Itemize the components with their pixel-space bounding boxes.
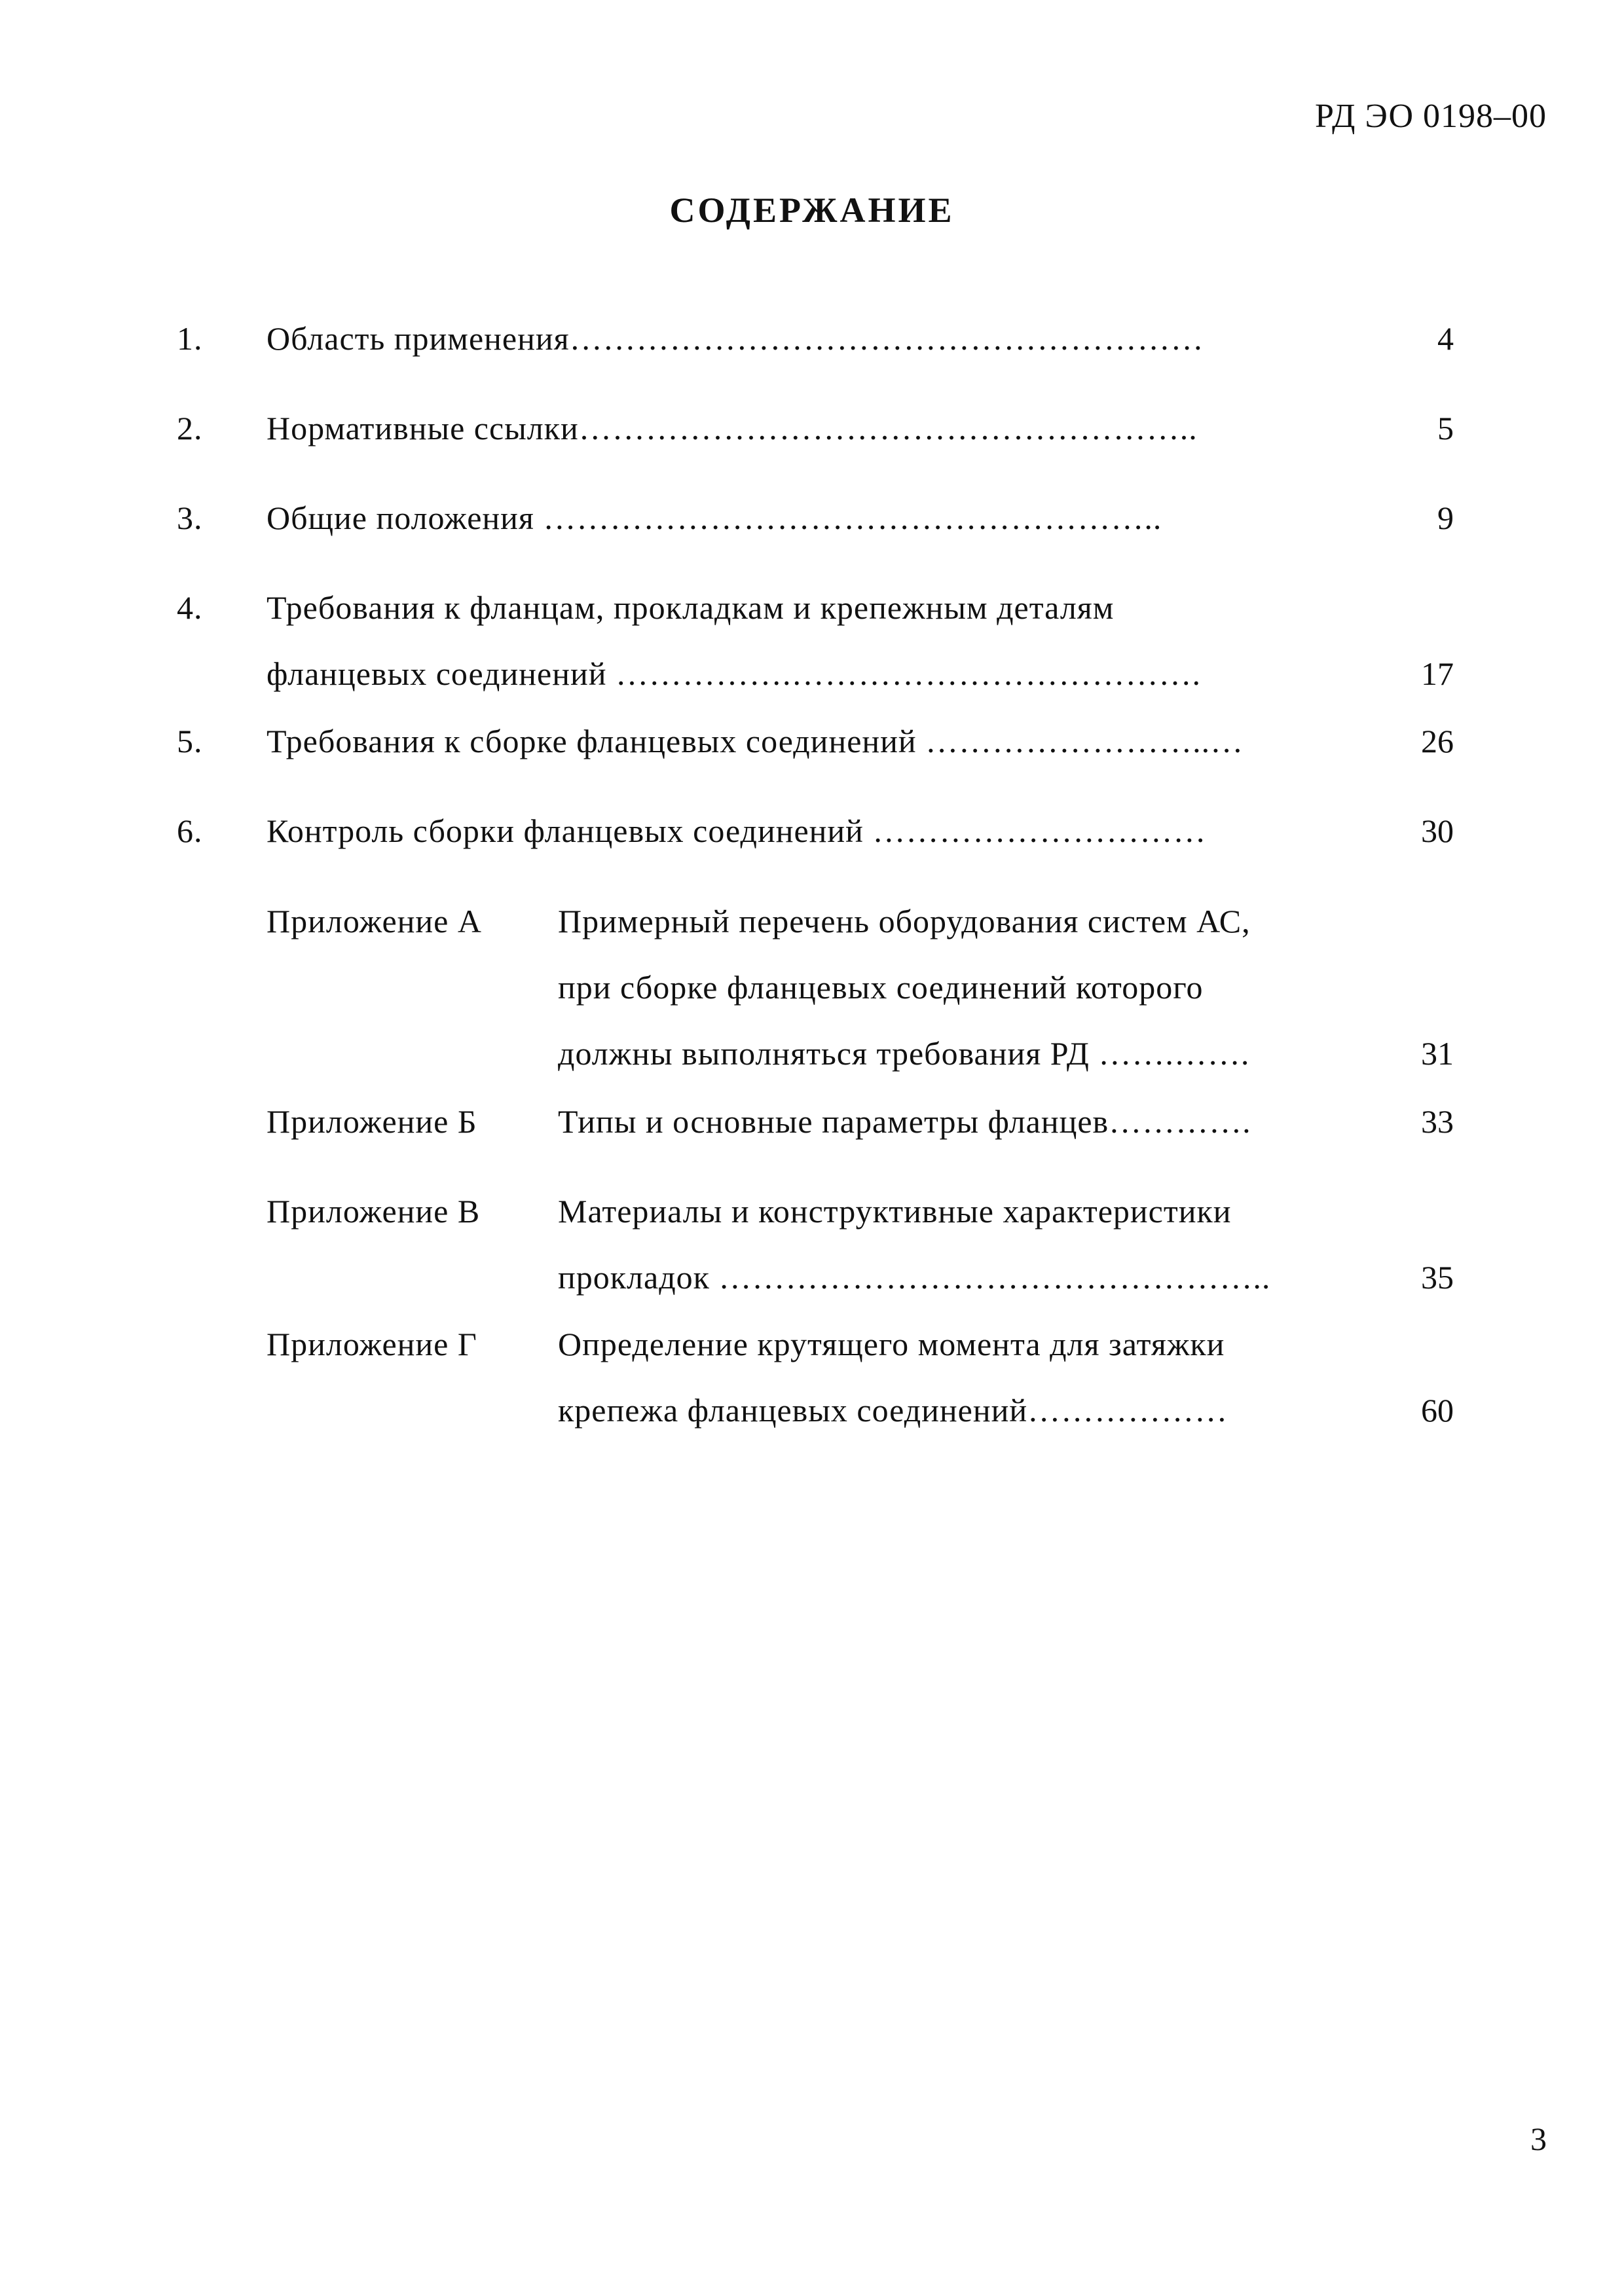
toc-appendix-title: Типы и основные параметры фланцев………….	[558, 1103, 1251, 1140]
toc-section-title: Область применения…………………………………………………	[267, 320, 1204, 357]
toc-appendix-title: Примерный перечень оборудования систем АС,	[558, 903, 1251, 939]
toc-appendix-label: Приложение Б	[267, 1103, 477, 1140]
toc-section-number: 5.	[177, 723, 203, 759]
toc-appendix-title-continued: должны выполняться требования РД …….…….	[558, 1035, 1250, 1072]
toc-page-ref: 33	[1421, 1103, 1454, 1140]
toc-appendix-label: Приложение А	[267, 903, 482, 939]
toc-appendix-title-continued: прокладок …………………………………………..	[558, 1259, 1271, 1296]
toc-section-title: Требования к сборке фланцевых соединений ……………………..…	[267, 723, 1244, 759]
toc-page-ref: 26	[1421, 723, 1454, 759]
toc-page-ref: 4	[1437, 320, 1454, 357]
toc-section-number: 6.	[177, 812, 203, 849]
toc-appendix-label: Приложение В	[267, 1193, 481, 1230]
toc-appendix-title: Определение крутящего момента для затяжки	[558, 1326, 1225, 1362]
toc-page-ref: 60	[1421, 1392, 1454, 1429]
toc-page-ref: 17	[1421, 655, 1454, 692]
toc-appendix-title-continued: крепежа фланцевых соединений………………	[558, 1392, 1228, 1429]
toc-section-number: 3.	[177, 500, 203, 536]
toc-page-ref: 9	[1437, 500, 1454, 536]
toc-page-ref: 30	[1421, 812, 1454, 849]
toc-section-title: Общие положения ………………………………………………..	[267, 500, 1162, 536]
toc-title: СОДЕРЖАНИЕ	[669, 191, 955, 230]
toc-section-title: Нормативные ссылки………………………………………………..	[267, 410, 1198, 446]
toc-appendix-title-continued: при сборке фланцевых соединений которого	[558, 969, 1204, 1006]
toc-section-title-continued: фланцевых соединений …………….……………………………….	[267, 655, 1201, 692]
toc-section-number: 4.	[177, 589, 203, 626]
toc-section-number: 2.	[177, 410, 203, 446]
toc-page-ref: 35	[1421, 1259, 1454, 1296]
toc-section-title: Контроль сборки фланцевых соединений …………………………	[267, 812, 1207, 849]
document-code: РД ЭО 0198–00	[1315, 98, 1547, 135]
page-number: 3	[1530, 2121, 1547, 2157]
toc-appendix-label: Приложение Г	[267, 1326, 477, 1362]
toc-page-ref: 31	[1421, 1035, 1454, 1072]
toc-appendix-title: Материалы и конструктивные характеристики	[558, 1193, 1232, 1230]
toc-section-number: 1.	[177, 320, 203, 357]
toc-page-ref: 5	[1437, 410, 1454, 446]
toc-section-title: Требования к фланцам, прокладкам и крепежным деталям	[267, 589, 1115, 626]
